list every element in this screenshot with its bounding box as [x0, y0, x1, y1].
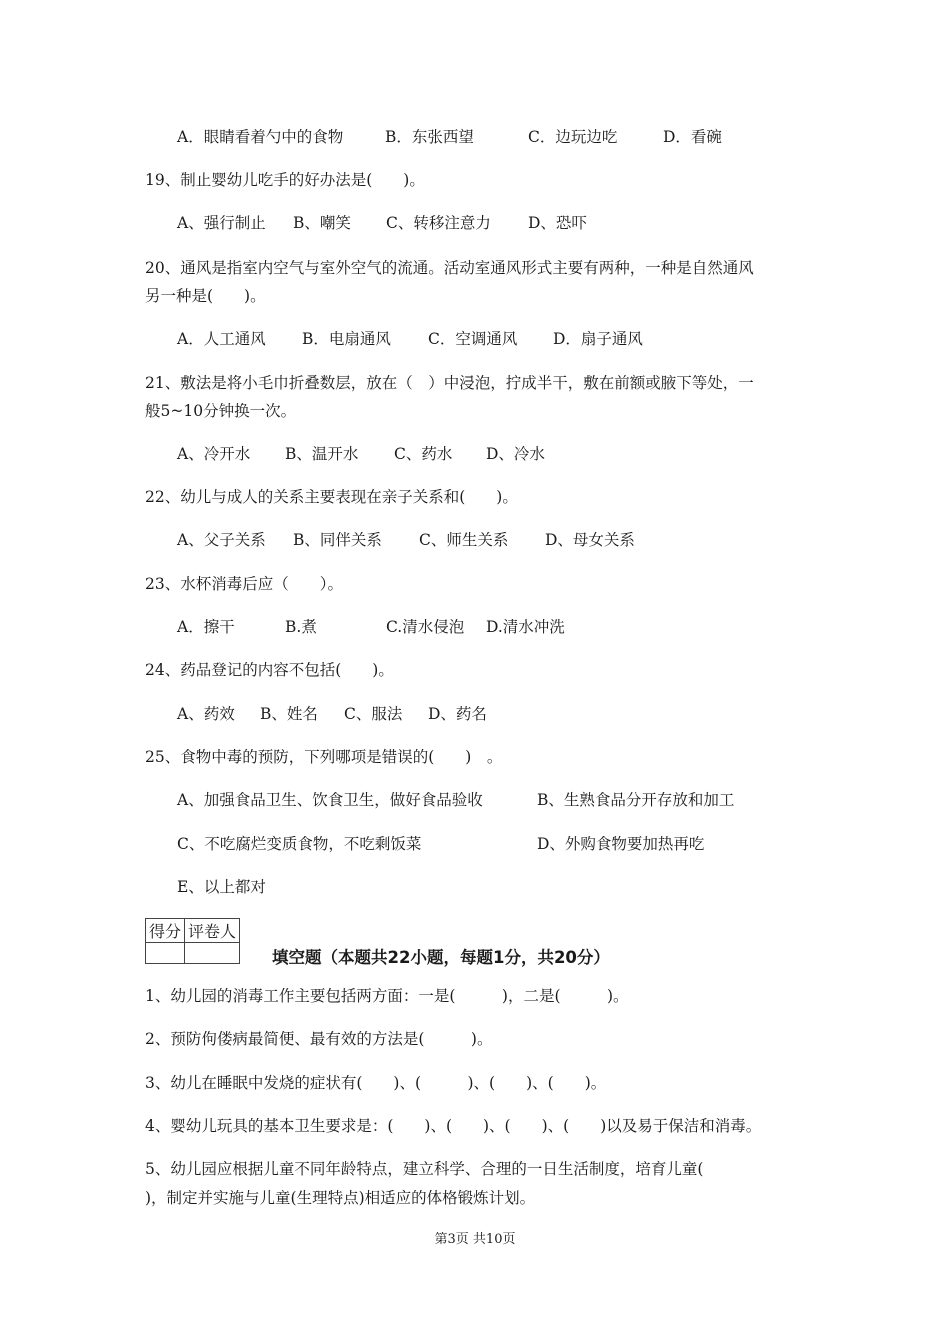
q19-option-d: D、恐吓 [528, 214, 587, 232]
q18-option-a: A．眼睛看着勺中的食物 [177, 128, 344, 146]
q25-option-b: B、生熟食品分开存放和加工 [537, 791, 735, 809]
q24-question: 24、药品登记的内容不包括( )。 [145, 661, 394, 679]
q24-option-a: A、药效 [177, 705, 235, 723]
q21-option-d: D、冷水 [486, 445, 545, 463]
q24-option-d: D、药名 [428, 705, 487, 723]
score-table [145, 918, 240, 964]
q25-option-e: E、以上都对 [177, 878, 266, 896]
q22-option-b: B、同伴关系 [293, 531, 382, 549]
page-footer: 第3页 共10页 [434, 1232, 516, 1247]
q22-option-a: A、父子关系 [177, 531, 266, 549]
q20-question-line2: 另一种是( )。 [145, 287, 266, 305]
q20-option-d: D．扇子通风 [553, 330, 643, 348]
q21-question-line1: 21、敷法是将小毛巾折叠数层，放在（ ）中浸泡，拧成半干，敷在前额或腋下等处，一 [145, 374, 754, 392]
q22-question: 22、幼儿与成人的关系主要表现在亲子关系和( )。 [145, 488, 518, 506]
fill-question-3: 3、幼儿在睡眠中发烧的症状有( )、( )、( )、( )。 [145, 1074, 607, 1092]
q25-question: 25、食物中毒的预防，下列哪项是错误的( ) 。 [145, 748, 503, 766]
q25-option-a: A、加强食品卫生、饮食卫生，做好食品验收 [177, 791, 483, 809]
q19-option-c: C、转移注意力 [386, 214, 491, 232]
q18-option-b: B．东张西望 [385, 128, 474, 146]
q20-option-a: A．人工通风 [177, 330, 266, 348]
fill-question-4: 4、婴幼儿玩具的基本卫生要求是：( )、( )、( )、( )以及易于保洁和消毒。 [145, 1117, 762, 1135]
q20-option-b: B．电扇通风 [302, 330, 391, 348]
q23-option-c: C.清水侵泡 [386, 618, 465, 636]
q24-option-b: B、姓名 [260, 705, 318, 723]
q25-option-d: D、外购食物要加热再吃 [537, 835, 705, 853]
q19-question: 19、制止婴幼儿吃手的好办法是( )。 [145, 171, 425, 189]
fill-question-1: 1、幼儿园的消毒工作主要包括两方面：一是( )，二是( )。 [145, 987, 629, 1005]
q25-option-c: C、不吃腐烂变质食物，不吃剩饭菜 [177, 835, 422, 853]
fill-question-5-line2: )，制定并实施与儿童(生理特点)相适应的体格锻炼计划。 [145, 1189, 536, 1207]
q21-question-line2: 般5~10分钟换一次。 [145, 402, 297, 420]
q19-option-b: B、嘲笑 [293, 214, 351, 232]
score-label: 得分 [146, 919, 185, 943]
q18-option-c: C．边玩边吃 [528, 128, 618, 146]
q20-option-c: C．空调通风 [428, 330, 518, 348]
q23-question: 23、水杯消毒后应（ ）。 [145, 575, 343, 593]
q21-option-a: A、冷开水 [177, 445, 251, 463]
q19-option-a: A、强行制止 [177, 214, 266, 232]
score-cell [146, 943, 185, 964]
q22-option-d: D、母女关系 [545, 531, 635, 549]
q23-option-d: D.清水冲洗 [486, 618, 565, 636]
q24-option-c: C、服法 [344, 705, 403, 723]
grader-cell [185, 943, 240, 964]
fill-question-5-line1: 5、幼儿园应根据儿童不同年龄特点，建立科学、合理的一日生活制度，培育儿童( [145, 1160, 704, 1178]
q22-option-c: C、师生关系 [419, 531, 509, 549]
section-title: 填空题（本题共22小题，每题1分，共20分） [272, 948, 610, 967]
q21-option-b: B、温开水 [285, 445, 359, 463]
q23-option-a: A．擦干 [177, 618, 235, 636]
grader-label: 评卷人 [185, 919, 240, 943]
q21-option-c: C、药水 [394, 445, 453, 463]
q20-question-line1: 20、通风是指室内空气与室外空气的流通。活动室通风形式主要有两种，一种是自然通风 [145, 259, 754, 277]
q23-option-b: B.煮 [285, 618, 317, 636]
fill-question-2: 2、预防佝偻病最简便、最有效的方法是( )。 [145, 1030, 493, 1048]
q18-option-d: D．看碗 [663, 128, 722, 146]
